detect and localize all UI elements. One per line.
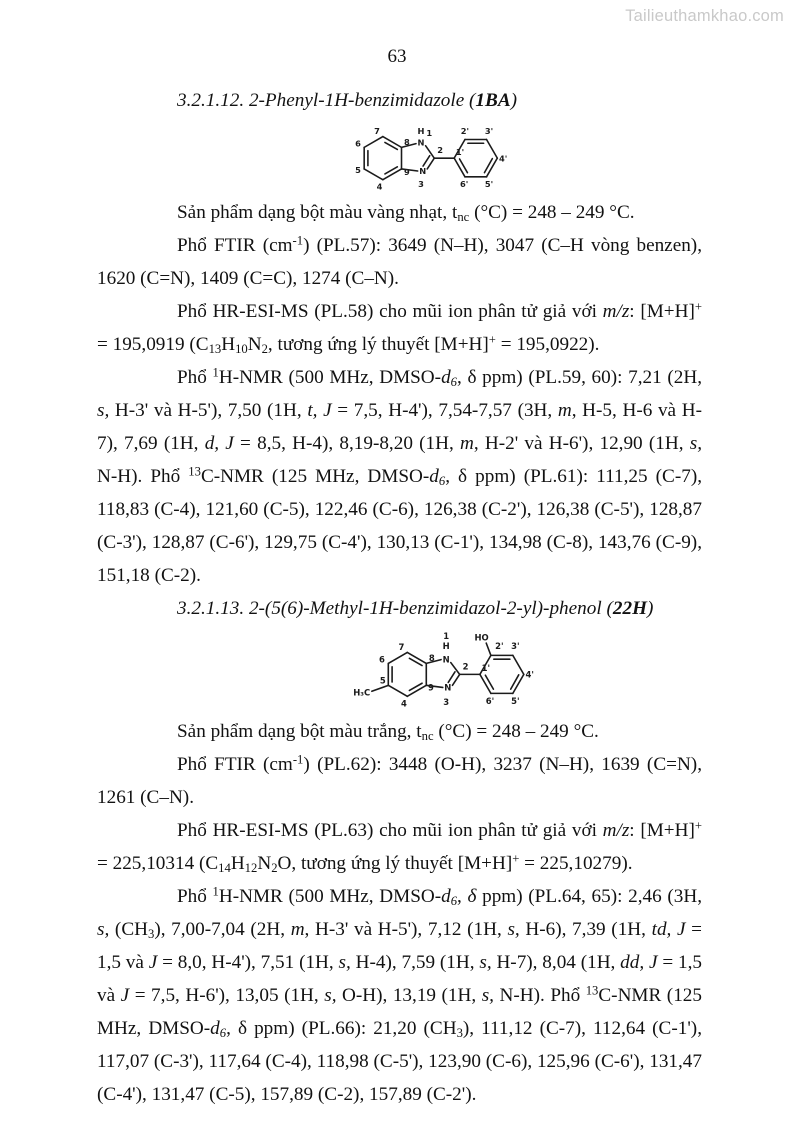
- atom-label-c2: 2: [437, 145, 443, 156]
- atom-label-h: H: [442, 641, 450, 652]
- structure-22h-diagram: [333, 628, 539, 714]
- atom-label-h: H: [417, 126, 425, 137]
- atom-label-c3-prime: 3': [511, 641, 520, 652]
- atom-label-c2: 2: [462, 661, 469, 672]
- paragraph-nmr-1ba: Phổ $^1$H-NMR (500 MHz, DMSO-$d_6$, δ ppm) (PL.59, 60): 7,21 (2H, s, H-3' và H-5'), 7,50 (1H, t, J = 7,5, H-4'), 7,54-7,57 (3H, m, H-5, H-6 và H-7), 7,69 (1H, d, J = 8,5, H-4), 8,19-8,20 (1H, m, H-2' và H-6'), 12,90 (1H, s, N-H). Phổ $^{13}$C-NMR (125 MHz, DMSO-$d_6$, δ ppm) (PL.61): 111,25 (C-7), 118,83 (C-4), 121,60 (C-5), 122,46 (C-6), 126,38 (C-2'), 126,38 (C-5'), 128,87 (C-3'), 128,87 (C-6'), 129,75 (C-4'), 130,13 (C-1'), 134,98 (C-8), 143,76 (C-9), 151,18 (C-2).: [97, 365, 703, 586]
- atom-label-c2-prime: 2': [495, 641, 504, 652]
- atom-label-c9: 9: [404, 166, 410, 177]
- atom-labels: [355, 126, 507, 192]
- page-number: 63: [387, 46, 407, 67]
- page-content: [0, 84, 794, 1111]
- atom-labels: [353, 631, 534, 709]
- atom-label-c4-prime: 4': [525, 669, 534, 680]
- atom-label-c8: 8: [404, 136, 410, 147]
- atom-label-c2-prime: 2': [460, 126, 470, 137]
- paragraph-hresims-22h: Phổ HR-ESI-MS (PL.63) cho mũi ion phân tử giả với m/z: [M+H]+ = 225,10314 ($C_{14}H_{12}N_2O$, tương ứng lý thuyết [M+H]+ = 225,10279).: [97, 818, 702, 876]
- paragraph-nmr-22h: Phổ $^1$H-NMR (500 MHz, DMSO-$d_6$, δ ppm) (PL.64, 65): 2,46 (3H, s, $(CH_3)$, 7,00-7,04 (2H, m, H-3' và H-5'), 7,12 (1H, s, H-6), 7,39 (1H, td, J = 1,5 và J = 8,0, H-4'), 7,51 (1H, s, H-4), 7,59 (1H, s, H-7), 8,04 (1H, dd, J = 1,5 và J = 7,5, H-6'), 13,05 (1H, s, O-H), 13,19 (1H, s, N-H). Phổ $^{13}$C-NMR (125 MHz, DMSO-$d_6$, δ ppm) (PL.66): 21,20 $(CH_3)$, 111,12 (C-7), 112,64 (C-1'), 117,07 (C-3'), 117,64 (C-4), 118,98 (C-5'), 123,90 (C-6), 125,96 (C-6'), 131,47 (C-4'), 131,47 (C-5), 157,89 (C-2), 157,89 (C-2').: [97, 884, 703, 1105]
- atom-label-c4-prime: 4': [498, 153, 508, 164]
- atom-label-n3: N: [444, 682, 452, 693]
- atom-label-c1-prime: 1': [481, 663, 491, 673]
- paragraph-hresims-1ba: Phổ HR-ESI-MS (PL.58) cho mũi ion phân tử giả với m/z: [M+H]+ = 195,0919 ($C_{13}H_{10}N_2$, tương ứng lý thuyết [M+H]+ = 195,0922).: [97, 299, 702, 357]
- atom-label-c5-prime: 5': [511, 695, 520, 706]
- chemical-structure-22h: [333, 628, 702, 714]
- atom-label-n1-number: 1: [426, 127, 433, 138]
- atom-label-c1-prime: 1': [455, 146, 465, 157]
- atom-label-c7: 7: [374, 126, 380, 137]
- atom-label-c6: 6: [355, 138, 361, 149]
- atom-label-c5: 5: [355, 165, 361, 176]
- atom-label-n3-number: 3: [418, 179, 424, 190]
- methyl-group-label: H₃C: [353, 687, 371, 698]
- atom-label-n1: N: [442, 654, 450, 665]
- atom-label-n3: N: [419, 165, 427, 176]
- structure-1ba-diagram: [331, 120, 511, 193]
- atom-label-c3-prime: 3': [484, 126, 494, 137]
- atom-label-c5: 5: [379, 675, 386, 686]
- atom-label-n1-number: 1: [443, 630, 450, 641]
- atom-label-c9: 9: [427, 682, 434, 693]
- section-heading-1ba: 3.2.1.12. 2-Phenyl-1H-benzimidazole (1BA): [177, 90, 518, 111]
- atom-label-c4: 4: [400, 698, 407, 709]
- atom-label-n1: N: [417, 137, 425, 148]
- hydroxyl-group-label: HO: [474, 632, 489, 643]
- atom-label-c6-prime: 6': [485, 695, 495, 706]
- chemical-structure-1ba: [331, 120, 702, 193]
- paragraph-ftir-1ba: Phổ FTIR $(cm^{-1})$ (PL.57): 3649 (N–H), 3047 (C–H vòng benzen), 1620 (C=N), 1409 (C=C), 1274 (C–N).: [97, 233, 702, 289]
- paragraph-product-description-22h: Sản phẩm dạng bột màu trắng, $t_{nc}$ (°C) = 248 – 249 °C.: [177, 721, 599, 744]
- section-heading-22h: 3.2.1.13. 2-(5(6)-Methyl-1H-benzimidazol-2-yl)-phenol (22H): [177, 598, 654, 619]
- atom-label-c6-prime: 6': [459, 179, 469, 190]
- atom-label-c6: 6: [379, 654, 385, 665]
- paragraph-product-description-1ba: Sản phẩm dạng bột màu vàng nhạt, $t_{nc}$ (°C) = 248 – 249 °C.: [177, 202, 635, 225]
- atom-label-c8: 8: [428, 652, 435, 663]
- paragraph-ftir-22h: Phổ FTIR $(cm^{-1})$ (PL.62): 3448 (O-H), 3237 (N–H), 1639 (C=N), 1261 (C–N).: [97, 752, 702, 808]
- atom-label-n3-number: 3: [443, 696, 450, 707]
- atom-label-c4: 4: [376, 181, 383, 192]
- atom-label-c7: 7: [398, 641, 405, 652]
- atom-label-c5-prime: 5': [484, 179, 494, 190]
- watermark: Tailieuthamkhao.com: [625, 7, 784, 25]
- bond-lines: [364, 137, 497, 180]
